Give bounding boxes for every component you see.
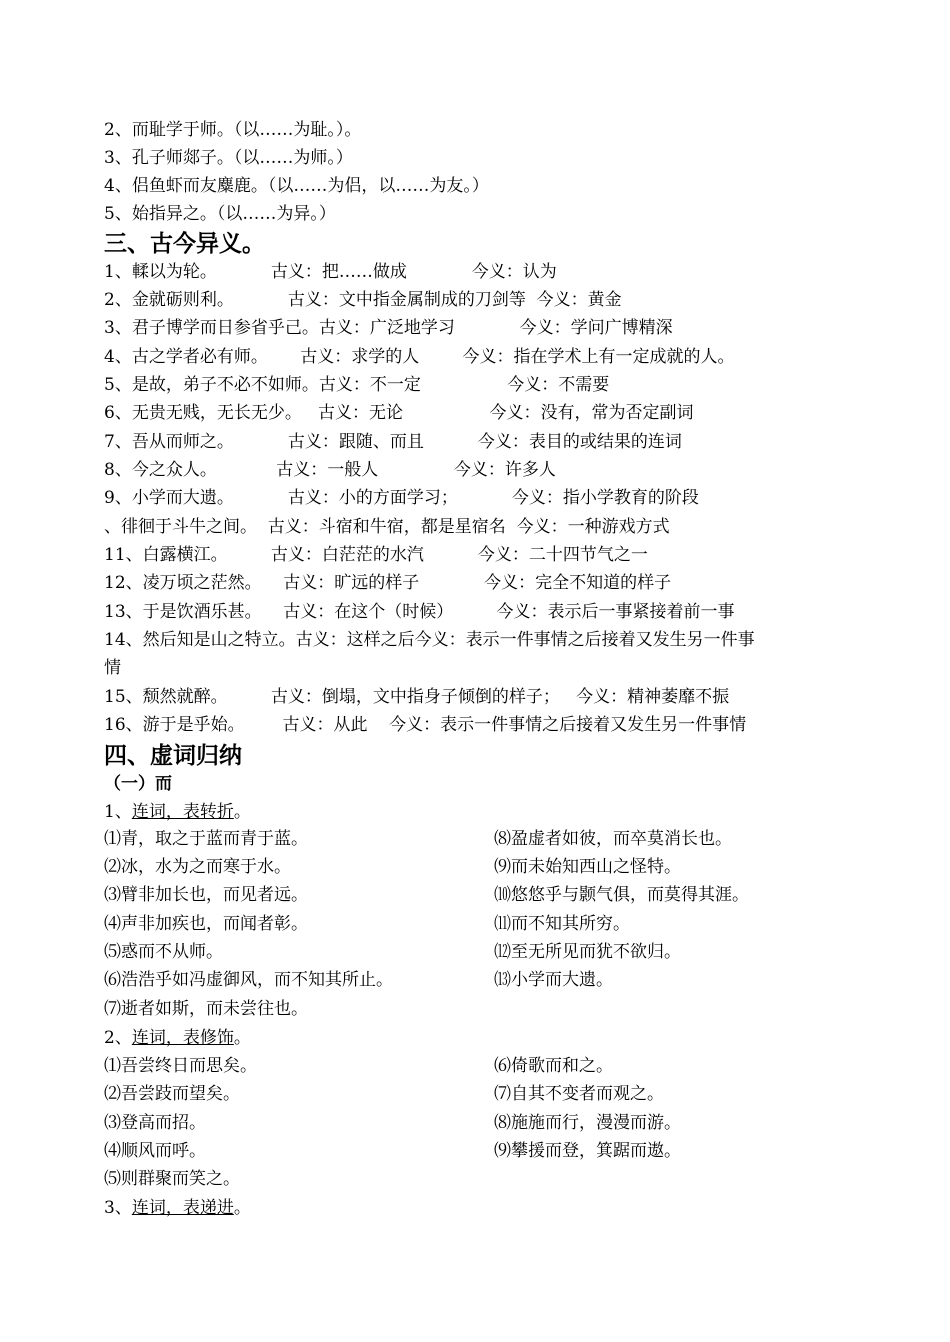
example-item: ⑴吾尝终日而思矣。 bbox=[104, 1056, 257, 1076]
list-item: 、徘徊于斗牛之间。 古义：斗宿和牛宿，都是星宿名 今义：一种游戏方式 bbox=[104, 517, 670, 537]
list-item: 11、白露横江。 古义：白茫茫的水汽 今义：二十四节气之一 bbox=[104, 545, 648, 565]
list-item: 8、今之众人。 古义：一般人 今义：许多人 bbox=[104, 460, 556, 480]
group-label: 连词，表转折 bbox=[131, 802, 234, 822]
example-item: ⑶登高而招。 bbox=[104, 1113, 206, 1133]
example-item: ⑸惑而不从师。 bbox=[104, 942, 223, 962]
section-heading: 三、古今异义。 bbox=[104, 231, 265, 257]
example-item: ⑻盈虚者如彼，而卒莫消长也。 bbox=[494, 829, 732, 849]
group-heading: 1、连词，表转折。 bbox=[104, 802, 251, 822]
group-heading: 2、连词，表修饰。 bbox=[104, 1028, 251, 1048]
list-item: 4、古之学者必有师。 古义：求学的人 今义：指在学术上有一定成就的人。 bbox=[104, 347, 735, 367]
example-item: ⑼攀援而登，箕踞而遨。 bbox=[494, 1141, 681, 1161]
text-line: 5、始指异之。（以……为异。） bbox=[104, 204, 336, 224]
list-item: 7、吾从而师之。 古义：跟随、而且 今义：表目的或结果的连词 bbox=[104, 432, 682, 452]
list-item: 3、君子博学而日参省乎己。古义：广泛地学习 今义：学问广博精深 bbox=[104, 318, 673, 338]
list-item: 5、是故，弟子不必不如师。古义：不一定 今义：不需要 bbox=[104, 375, 610, 395]
list-item: 2、金就砺则利。 古义：文中指金属制成的刀剑等 今义：黄金 bbox=[104, 290, 622, 310]
example-item: ⒀小学而大遗。 bbox=[494, 970, 613, 990]
example-item: ⑷声非加疾也，而闻者彰。 bbox=[104, 914, 308, 934]
example-item: ⑾而不知其所穷。 bbox=[494, 914, 630, 934]
text-line: 2、而耻学于师。（以……为耻。）。 bbox=[104, 120, 362, 140]
example-item: ⑻施施而行，漫漫而游。 bbox=[494, 1113, 681, 1133]
list-item: 9、小学而大遗。 古义：小的方面学习； 今义：指小学教育的阶段 bbox=[104, 488, 699, 508]
example-item: ⑽悠悠乎与颢气俱，而莫得其涯。 bbox=[494, 885, 749, 905]
example-item: ⑶臂非加长也，而见者远。 bbox=[104, 885, 308, 905]
example-item: ⑸则群聚而笑之。 bbox=[104, 1169, 240, 1189]
group-label: 连词，表递进 bbox=[131, 1198, 234, 1218]
subsection-heading: （一）而 bbox=[104, 774, 172, 794]
example-item: ⑷顺风而呼。 bbox=[104, 1141, 206, 1161]
example-item: ⑺逝者如斯，而未尝往也。 bbox=[104, 999, 308, 1019]
list-item: 16、游于是乎始。 古义：从此 今义：表示一件事情之后接着又发生另一件事情 bbox=[104, 715, 747, 735]
text-line: 3、孔子师郯子。（以……为师。） bbox=[104, 148, 353, 168]
list-item: 13、于是饮酒乐甚。 古义：在这个（时候） 今义：表示后一事紧接着前一事 bbox=[104, 602, 735, 622]
list-item: 1、輮以为轮。 古义：把……做成 今义：认为 bbox=[104, 262, 557, 282]
list-item: 6、无贵无贱，无长无少。 古义：无论 今义：没有，常为否定副词 bbox=[104, 403, 694, 423]
example-item: ⑴青，取之于蓝而青于蓝。 bbox=[104, 829, 308, 849]
list-item-continued: 情 bbox=[104, 658, 121, 678]
example-item: ⑵冰，水为之而寒于水。 bbox=[104, 857, 291, 877]
text-line: 4、侣鱼虾而友麋鹿。（以……为侣，以……为友。） bbox=[104, 176, 489, 196]
section-heading: 四、虚词归纳 bbox=[104, 743, 242, 769]
example-item: ⑿至无所见而犹不欲归。 bbox=[494, 942, 681, 962]
example-item: ⑵吾尝跂而望矣。 bbox=[104, 1084, 240, 1104]
example-item: ⑹倚歌而和之。 bbox=[494, 1056, 613, 1076]
list-item: 14、然后知是山之特立。古义：这样之后今义：表示一件事情之后接着又发生另一件事 bbox=[104, 630, 755, 650]
group-label: 连词，表修饰 bbox=[131, 1028, 234, 1048]
list-item: 12、凌万顷之茫然。 古义：旷远的样子 今义：完全不知道的样子 bbox=[104, 573, 672, 593]
example-item: ⑺自其不变者而观之。 bbox=[494, 1084, 664, 1104]
group-heading: 3、连词，表递进。 bbox=[104, 1198, 251, 1218]
example-item: ⑹浩浩乎如冯虚御风，而不知其所止。 bbox=[104, 970, 393, 990]
list-item: 15、颓然就醉。 古义：倒塌，文中指身子倾倒的样子； 今义：精神萎靡不振 bbox=[104, 687, 730, 707]
example-item: ⑼而未始知西山之怪特。 bbox=[494, 857, 681, 877]
